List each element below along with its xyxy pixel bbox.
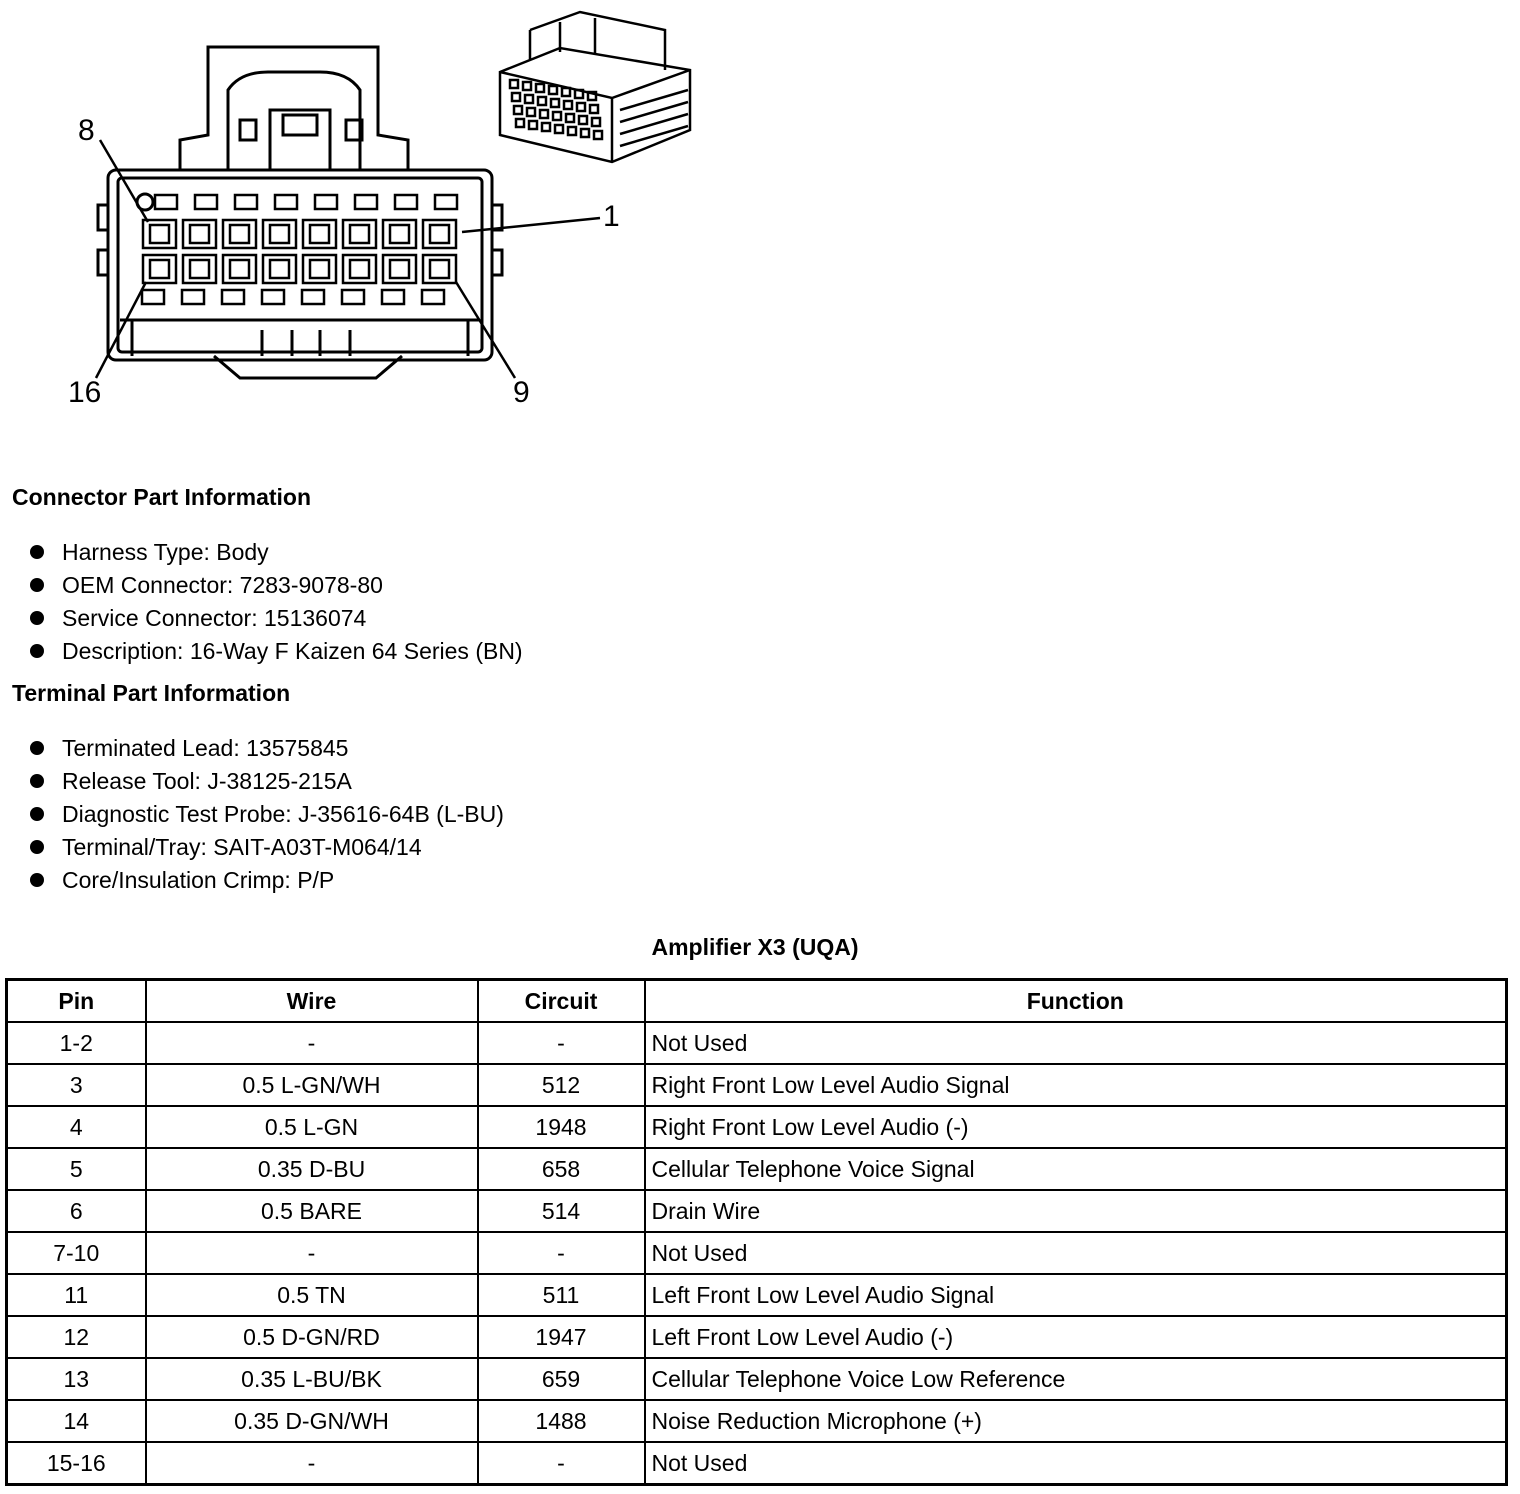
iso-cavity <box>562 88 570 96</box>
iso-cavity <box>553 112 561 120</box>
terminal-cavity-inner <box>190 260 209 278</box>
terminal-cavity-inner <box>350 225 369 243</box>
cell-pin: 5 <box>7 1148 146 1190</box>
table-row <box>7 1316 1507 1358</box>
iso-cavity <box>536 84 544 92</box>
list-item: Service Connector: 15136074 <box>30 602 523 635</box>
small-cavity <box>222 290 244 304</box>
terminal-cavity-inner <box>270 225 289 243</box>
table-row <box>7 1148 1507 1190</box>
cell-circuit: 1947 <box>478 1316 645 1358</box>
small-cavity <box>235 195 257 209</box>
table-title: Amplifier X3 (UQA) <box>651 934 859 960</box>
terminal-cavity-inner <box>190 225 209 243</box>
iso-cavity <box>540 110 548 118</box>
header-wire: Wire <box>146 980 478 1023</box>
cell-function: Noise Reduction Microphone (+) <box>645 1400 1507 1442</box>
iso-cavity <box>510 80 518 88</box>
iso-cavity <box>592 118 600 126</box>
table-row <box>7 1190 1507 1232</box>
small-cavity <box>342 290 364 304</box>
terminal-cavity-inner <box>390 225 409 243</box>
terminal-info-title: Terminal Part Information <box>12 680 291 706</box>
list-item: Harness Type: Body <box>30 536 523 569</box>
header-circuit: Circuit <box>478 980 645 1023</box>
pin-label-8: 8 <box>78 114 95 147</box>
header-pin: Pin <box>7 980 146 1023</box>
terminal-cavity-inner <box>230 260 249 278</box>
small-cavity <box>302 290 324 304</box>
table-row <box>7 1232 1507 1274</box>
list-item: Core/Insulation Crimp: P/P <box>30 864 504 897</box>
small-cavity <box>395 195 417 209</box>
cell-pin: 11 <box>7 1274 146 1316</box>
cell-function: Right Front Low Level Audio (-) <box>645 1106 1507 1148</box>
cell-circuit: 512 <box>478 1064 645 1106</box>
iso-cavity <box>529 121 537 129</box>
cell-wire: - <box>146 1022 478 1064</box>
small-cavity <box>382 290 404 304</box>
cell-wire: 0.35 D-GN/WH <box>146 1400 478 1442</box>
iso-cavity <box>512 93 520 101</box>
iso-cavity <box>542 123 550 131</box>
cell-function: Left Front Low Level Audio (-) <box>645 1316 1507 1358</box>
iso-cavity <box>575 90 583 98</box>
cell-wire: 0.5 D-GN/RD <box>146 1316 478 1358</box>
table-row <box>7 1274 1507 1316</box>
terminal-cavity-inner <box>230 225 249 243</box>
iso-cavity <box>590 105 598 113</box>
connector-iso-icon <box>500 12 690 162</box>
iso-cavity <box>523 82 531 90</box>
cell-pin: 12 <box>7 1316 146 1358</box>
iso-cavity <box>527 108 535 116</box>
small-cavity <box>262 290 284 304</box>
iso-cavity <box>551 99 559 107</box>
iso-cavity <box>588 92 596 100</box>
cell-function: Left Front Low Level Audio Signal <box>645 1274 1507 1316</box>
small-cavity <box>422 290 444 304</box>
cell-circuit: - <box>478 1232 645 1274</box>
small-cavity <box>182 290 204 304</box>
table-row <box>7 1022 1507 1064</box>
cell-circuit: 1488 <box>478 1400 645 1442</box>
iso-cavity <box>568 127 576 135</box>
list-item: Description: 16-Way F Kaizen 64 Series (BN) <box>30 635 523 668</box>
small-cavity <box>142 290 164 304</box>
iso-cavity <box>549 86 557 94</box>
list-item: Release Tool: J-38125-215A <box>30 765 504 798</box>
cell-function: Not Used <box>645 1232 1507 1274</box>
iso-cavity <box>525 95 533 103</box>
cell-pin: 1-2 <box>7 1022 146 1064</box>
pin-label-16: 16 <box>68 376 102 409</box>
cell-function: Not Used <box>645 1442 1507 1485</box>
header-function: Function <box>645 980 1507 1023</box>
iso-cavity <box>538 97 546 105</box>
table-row <box>7 1400 1507 1442</box>
small-cavity <box>275 195 297 209</box>
cell-pin: 6 <box>7 1190 146 1232</box>
terminal-cavity-inner <box>390 260 409 278</box>
terminal-cavity-inner <box>310 225 329 243</box>
iso-cavity <box>516 119 524 127</box>
cell-circuit: 658 <box>478 1148 645 1190</box>
cell-wire: 0.35 D-BU <box>146 1148 478 1190</box>
terminal-info-list <box>30 732 504 897</box>
table-row <box>7 1106 1507 1148</box>
cell-circuit: 1948 <box>478 1106 645 1148</box>
connector-info-list <box>30 536 523 668</box>
cell-pin: 7-10 <box>7 1232 146 1274</box>
cell-circuit: - <box>478 1442 645 1485</box>
cell-function: Drain Wire <box>645 1190 1507 1232</box>
cell-function: Right Front Low Level Audio Signal <box>645 1064 1507 1106</box>
cell-function: Cellular Telephone Voice Signal <box>645 1148 1507 1190</box>
connector-info-title: Connector Part Information <box>12 484 312 510</box>
terminal-cavity-inner <box>270 260 289 278</box>
iso-cavity <box>555 125 563 133</box>
terminal-cavity-inner <box>150 225 169 243</box>
iso-cavity <box>564 101 572 109</box>
iso-cavity <box>579 116 587 124</box>
cell-wire: 0.35 L-BU/BK <box>146 1358 478 1400</box>
cell-wire: 0.5 BARE <box>146 1190 478 1232</box>
table-row <box>7 1064 1507 1106</box>
cell-wire: - <box>146 1442 478 1485</box>
terminal-cavity-inner <box>150 260 169 278</box>
cell-pin: 4 <box>7 1106 146 1148</box>
table-row <box>7 1358 1507 1400</box>
iso-cavity <box>577 103 585 111</box>
iso-cavity <box>581 129 589 137</box>
terminal-cavity-inner <box>430 260 449 278</box>
cell-pin: 3 <box>7 1064 146 1106</box>
cell-function: Cellular Telephone Voice Low Reference <box>645 1358 1507 1400</box>
cell-circuit: - <box>478 1022 645 1064</box>
small-cavity <box>195 195 217 209</box>
cell-wire: 0.5 TN <box>146 1274 478 1316</box>
iso-cavity <box>566 114 574 122</box>
cell-pin: 13 <box>7 1358 146 1400</box>
cell-pin: 15-16 <box>7 1442 146 1485</box>
small-cavity <box>155 195 177 209</box>
cell-wire: 0.5 L-GN <box>146 1106 478 1148</box>
connector-diagram <box>0 0 720 430</box>
cell-wire: - <box>146 1232 478 1274</box>
cell-function: Not Used <box>645 1022 1507 1064</box>
list-item: Terminal/Tray: SAIT-A03T-M064/14 <box>30 831 504 864</box>
cell-wire: 0.5 L-GN/WH <box>146 1064 478 1106</box>
pin-label-1: 1 <box>603 200 620 233</box>
table-header-row <box>7 980 1507 1023</box>
pin-label-9: 9 <box>513 376 530 409</box>
list-item: Terminated Lead: 13575845 <box>30 732 504 765</box>
small-cavity <box>435 195 457 209</box>
small-cavity <box>315 195 337 209</box>
terminal-cavity-inner <box>430 225 449 243</box>
list-item: Diagnostic Test Probe: J-35616-64B (L-BU) <box>30 798 504 831</box>
terminal-cavity-inner <box>350 260 369 278</box>
cell-pin: 14 <box>7 1400 146 1442</box>
small-cavity <box>355 195 377 209</box>
pinout-table <box>5 978 1508 1486</box>
iso-cavity <box>514 106 522 114</box>
cell-circuit: 514 <box>478 1190 645 1232</box>
cell-circuit: 659 <box>478 1358 645 1400</box>
terminal-cavity-inner <box>310 260 329 278</box>
list-item: OEM Connector: 7283-9078-80 <box>30 569 523 602</box>
iso-cavity <box>594 131 602 139</box>
cell-circuit: 511 <box>478 1274 645 1316</box>
table-row <box>7 1442 1507 1485</box>
